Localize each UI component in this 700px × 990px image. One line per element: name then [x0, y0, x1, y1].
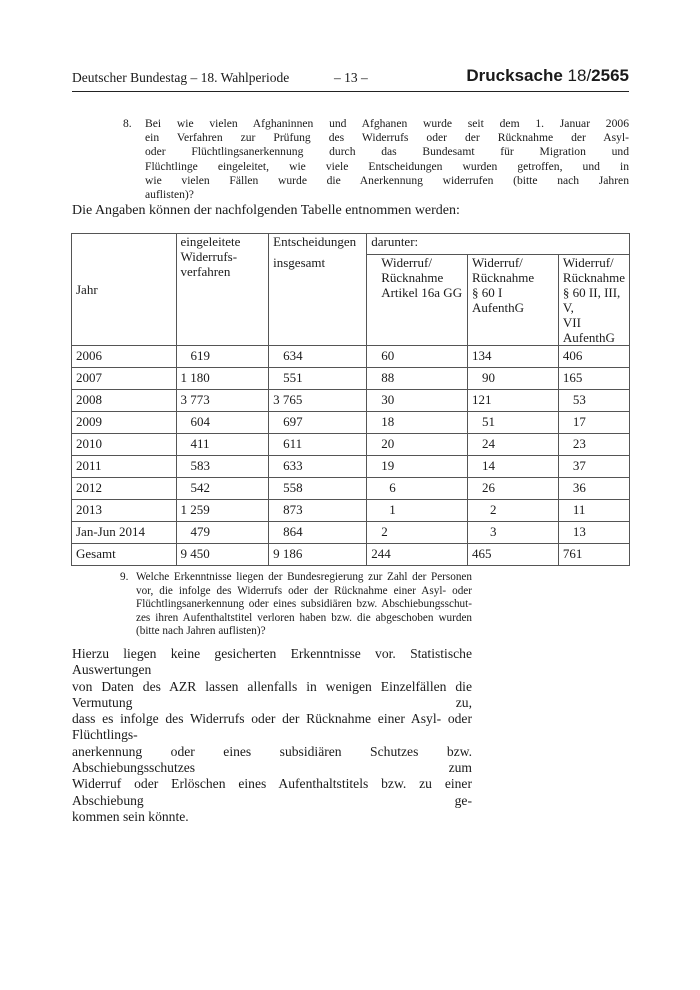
cell-year: 2011 — [72, 456, 177, 478]
table-row — [72, 522, 630, 544]
cell-entscheidungen: 633 — [269, 456, 367, 478]
cell-60-ii-vii: 23 — [558, 434, 629, 456]
header-jahr: Jahr — [72, 234, 177, 346]
cell-eingeleitet: 1 259 — [176, 500, 269, 522]
cell-60-i: 121 — [468, 390, 559, 412]
answer-line: anerkennung oder eines subsidiären Schutzes bzw. Abschiebungsschutzes zum — [72, 743, 472, 776]
answer-line: Hierzu liegen keine gesicherten Erkenntnisse vor. Statistische Auswertungen — [72, 646, 472, 678]
table-row-total — [72, 544, 630, 566]
question-9-number: 9. — [120, 571, 129, 583]
cell-entscheidungen: 634 — [269, 346, 367, 368]
cell-artikel-16a: 19 — [367, 456, 468, 478]
question-8-line: auflisten)? — [145, 188, 194, 202]
cell-60-i: 134 — [468, 346, 559, 368]
header-page-number: – 13 – — [334, 70, 368, 85]
cell-eingeleitet: 542 — [176, 478, 269, 500]
header-60-ii-vii: Widerruf/ Rücknahme § 60 II, III, V, VII AufenthG — [558, 255, 629, 346]
cell-year: 2012 — [72, 478, 177, 500]
table-row — [72, 346, 630, 368]
answer-line: Widerruf oder Erlöschen eines Aufenthaltstitels bzw. zu einer Abschiebung ge- — [72, 776, 472, 808]
table-row — [72, 456, 630, 478]
cell-eingeleitet: 604 — [176, 412, 269, 434]
table-intro: Die Angaben können der nachfolgenden Tabelle entnommen werden: — [72, 203, 460, 218]
table-row — [72, 500, 630, 522]
cell-entscheidungen: 873 — [269, 500, 367, 522]
question-8-line: oder Flüchtlingsanerkennung durch das Bundesamt für Migration und — [145, 145, 629, 159]
cell-entscheidungen: 9 186 — [269, 544, 367, 566]
table-row — [72, 390, 630, 412]
header-drucksache-label: Drucksache — [466, 66, 563, 85]
cell-60-i: 90 — [468, 368, 559, 390]
cell-60-i: 3 — [468, 522, 559, 544]
cell-year: 2009 — [72, 412, 177, 434]
header-docno: 2565 — [591, 66, 629, 85]
question-9 — [120, 571, 472, 639]
cell-entscheidungen: 3 765 — [269, 390, 367, 412]
cell-60-ii-vii: 37 — [558, 456, 629, 478]
page-header — [72, 66, 629, 92]
answer-line: dass es infolge des Widerrufs oder der Rücknahme einer Asyl- oder Flüchtlings- — [72, 711, 472, 743]
question-8-line: Flüchtlinge eingeleitet, wie viele Entscheidungen wurden getroffen, und in — [145, 159, 629, 173]
cell-60-i: 14 — [468, 456, 559, 478]
question-9-line: zes ihren Aufenthaltstitel verloren haben bzw. die abgeschoben wurden — [136, 611, 472, 624]
header-document-number — [466, 66, 629, 86]
question-9-line: (bitte nach Jahren auflisten)? — [136, 625, 266, 638]
cell-60-ii-vii: 17 — [558, 412, 629, 434]
cell-entscheidungen: 611 — [269, 434, 367, 456]
header-60-i: Widerruf/ Rücknahme § 60 I AufenthG — [468, 255, 559, 346]
cell-artikel-16a: 30 — [367, 390, 468, 412]
cell-artikel-16a: 244 — [367, 544, 468, 566]
cell-entscheidungen: 558 — [269, 478, 367, 500]
cell-entscheidungen: 551 — [269, 368, 367, 390]
table-row — [72, 368, 630, 390]
cell-year: Gesamt — [72, 544, 177, 566]
answer-9 — [72, 646, 472, 825]
cell-year: 2008 — [72, 390, 177, 412]
cell-eingeleitet: 479 — [176, 522, 269, 544]
header-insgesamt: insgesamt — [269, 255, 367, 346]
question-8-line: wie vielen Fällen wurde die Anerkennung widerrufen (bitte nach Jahren — [145, 173, 629, 187]
cell-year: Jan-Jun 2014 — [72, 522, 177, 544]
cell-60-i: 2 — [468, 500, 559, 522]
header-period: 18/ — [567, 66, 592, 85]
cell-60-ii-vii: 406 — [558, 346, 629, 368]
question-8-number: 8. — [123, 117, 132, 130]
cell-eingeleitet: 619 — [176, 346, 269, 368]
question-9-line: Welche Erkenntnisse liegen der Bundesregierung zur Zahl der Personen — [136, 571, 472, 583]
cell-artikel-16a: 6 — [367, 478, 468, 500]
table-row — [72, 412, 630, 434]
table-row — [72, 434, 630, 456]
cell-60-ii-vii: 53 — [558, 390, 629, 412]
cell-eingeleitet: 583 — [176, 456, 269, 478]
cell-60-i: 26 — [468, 478, 559, 500]
cell-60-ii-vii: 761 — [558, 544, 629, 566]
answer-line: von Daten des AZR lassen allenfalls in wenigen Einzelfällen die Vermutung zu, — [72, 678, 472, 710]
question-8-line: Bei wie vielen Afghaninnen und Afghanen wurde seit dem 1. Januar 2006 — [145, 117, 629, 130]
header-artikel-16a: Widerruf/ Rücknahme Artikel 16a GG — [367, 255, 468, 346]
revocation-table — [71, 233, 630, 566]
question-9-line: vor, die infolge des Widerrufs oder der Rücknahme einer Asyl- oder — [136, 584, 472, 597]
cell-60-ii-vii: 11 — [558, 500, 629, 522]
cell-60-i: 465 — [468, 544, 559, 566]
cell-artikel-16a: 18 — [367, 412, 468, 434]
cell-year: 2007 — [72, 368, 177, 390]
cell-60-i: 24 — [468, 434, 559, 456]
cell-year: 2006 — [72, 346, 177, 368]
question-9-line: Flüchtlingsanerkennung oder eines subsidiären bzw. Abschiebungsschut- — [136, 598, 472, 611]
cell-eingeleitet: 3 773 — [176, 390, 269, 412]
cell-artikel-16a: 2 — [367, 522, 468, 544]
cell-eingeleitet: 1 180 — [176, 368, 269, 390]
cell-60-i: 51 — [468, 412, 559, 434]
cell-60-ii-vii: 36 — [558, 478, 629, 500]
header-darunter: darunter: — [367, 234, 630, 255]
cell-eingeleitet: 9 450 — [176, 544, 269, 566]
cell-year: 2013 — [72, 500, 177, 522]
cell-eingeleitet: 411 — [176, 434, 269, 456]
question-8-line: ein Verfahren zur Prüfung des Widerrufs oder der Rücknahme der Asyl- — [145, 131, 629, 145]
cell-artikel-16a: 88 — [367, 368, 468, 390]
cell-artikel-16a: 1 — [367, 500, 468, 522]
header-entscheidungen: Entscheidungen — [269, 234, 367, 255]
cell-60-ii-vii: 13 — [558, 522, 629, 544]
cell-artikel-16a: 20 — [367, 434, 468, 456]
header-eingeleitete: eingeleitete Widerrufs- verfahren — [176, 234, 269, 346]
cell-entscheidungen: 697 — [269, 412, 367, 434]
cell-60-ii-vii: 165 — [558, 368, 629, 390]
cell-year: 2010 — [72, 434, 177, 456]
header-publication: Deutscher Bundestag – 18. Wahlperiode — [72, 70, 290, 85]
cell-entscheidungen: 864 — [269, 522, 367, 544]
answer-line: kommen sein könnte. — [72, 808, 189, 824]
cell-artikel-16a: 60 — [367, 346, 468, 368]
table-row — [72, 478, 630, 500]
question-8 — [123, 117, 629, 202]
